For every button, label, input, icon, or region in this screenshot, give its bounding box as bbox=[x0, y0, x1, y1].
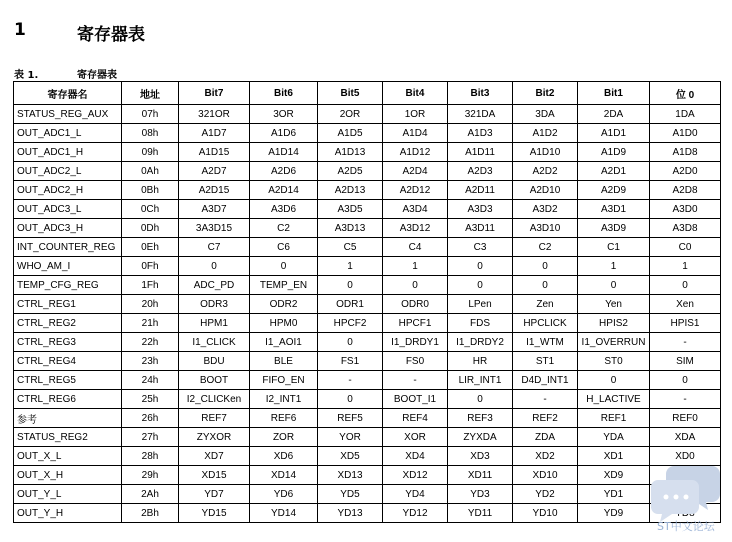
bit-cell: HPCF2 bbox=[318, 314, 383, 333]
register-address-cell: 0Eh bbox=[122, 238, 179, 257]
bit-cell: YDA bbox=[578, 428, 650, 447]
register-name-cell: OUT_Y_H bbox=[14, 504, 122, 523]
bit-cell: A3D1 bbox=[578, 200, 650, 219]
bit-cell: A1D14 bbox=[250, 143, 318, 162]
bit-cell: YD5 bbox=[318, 485, 383, 504]
bit-cell: C2 bbox=[250, 219, 318, 238]
bit-cell: 1 bbox=[578, 257, 650, 276]
bit-cell: A1D9 bbox=[578, 143, 650, 162]
table-caption bbox=[14, 66, 117, 81]
bit-cell: I2_INT1 bbox=[250, 390, 318, 409]
bit-cell: 0 bbox=[578, 276, 650, 295]
bit-cell: 0 bbox=[650, 371, 721, 390]
table-row bbox=[14, 447, 721, 466]
bit-cell: A1D5 bbox=[318, 124, 383, 143]
watermark-text: ST中文论坛 bbox=[657, 520, 715, 533]
register-address-cell: 1Fh bbox=[122, 276, 179, 295]
bit-cell: XD1 bbox=[578, 447, 650, 466]
bit-cell: A2D3 bbox=[448, 162, 513, 181]
bit-cell: A3D0 bbox=[650, 200, 721, 219]
register-name-cell: OUT_ADC1_H bbox=[14, 143, 122, 162]
register-address-cell: 22h bbox=[122, 333, 179, 352]
register-address-cell: 23h bbox=[122, 352, 179, 371]
bit-cell: TEMP_EN bbox=[250, 276, 318, 295]
bit-cell: 321OR bbox=[179, 105, 250, 124]
bit-cell: XD4 bbox=[383, 447, 448, 466]
bit-cell: FDS bbox=[448, 314, 513, 333]
table-row bbox=[14, 257, 721, 276]
bit-cell: 2OR bbox=[318, 105, 383, 124]
table-row bbox=[14, 485, 721, 504]
table-row bbox=[14, 390, 721, 409]
header-bit4: Bit4 bbox=[383, 82, 448, 105]
register-address-cell: 0Ch bbox=[122, 200, 179, 219]
bit-cell: C4 bbox=[383, 238, 448, 257]
bit-cell: - bbox=[513, 390, 578, 409]
register-address-cell: 21h bbox=[122, 314, 179, 333]
bit-cell: YD10 bbox=[513, 504, 578, 523]
bit-cell: YD12 bbox=[383, 504, 448, 523]
bit-cell: A1D3 bbox=[448, 124, 513, 143]
table-row bbox=[14, 428, 721, 447]
bit-cell: YD9 bbox=[578, 504, 650, 523]
register-address-cell: 27h bbox=[122, 428, 179, 447]
bit-cell: HPIS1 bbox=[650, 314, 721, 333]
register-name-cell: CTRL_REG5 bbox=[14, 371, 122, 390]
bit-cell: 0 bbox=[578, 371, 650, 390]
bit-cell: XD3 bbox=[448, 447, 513, 466]
bit-cell: A3D5 bbox=[318, 200, 383, 219]
bit-cell: 1 bbox=[650, 257, 721, 276]
header-address: 地址 bbox=[122, 82, 179, 105]
table-row bbox=[14, 143, 721, 162]
register-name-cell: CTRL_REG2 bbox=[14, 314, 122, 333]
bit-cell: REF1 bbox=[578, 409, 650, 428]
table-row bbox=[14, 162, 721, 181]
header-register-name: 寄存器名 bbox=[14, 82, 122, 105]
bit-cell: A2D14 bbox=[250, 181, 318, 200]
register-name-cell: CTRL_REG6 bbox=[14, 390, 122, 409]
bit-cell: I1_OVERRUN bbox=[578, 333, 650, 352]
bit-cell: A1D13 bbox=[318, 143, 383, 162]
table-row bbox=[14, 219, 721, 238]
bit-cell: YD3 bbox=[448, 485, 513, 504]
table-row bbox=[14, 371, 721, 390]
bit-cell: A2D10 bbox=[513, 181, 578, 200]
bit-cell: - bbox=[383, 371, 448, 390]
bit-cell: A2D1 bbox=[578, 162, 650, 181]
table-row bbox=[14, 238, 721, 257]
bit-cell: XD11 bbox=[448, 466, 513, 485]
bit-cell: D4D_INT1 bbox=[513, 371, 578, 390]
register-name-cell: OUT_ADC1_L bbox=[14, 124, 122, 143]
bit-cell: 3DA bbox=[513, 105, 578, 124]
register-name-cell: OUT_ADC3_H bbox=[14, 219, 122, 238]
bit-cell: BOOT bbox=[179, 371, 250, 390]
bit-cell: C7 bbox=[179, 238, 250, 257]
bit-cell: XD9 bbox=[578, 466, 650, 485]
bit-cell: 0 bbox=[179, 257, 250, 276]
bit-cell: 3OR bbox=[250, 105, 318, 124]
header-bit0: 位 0 bbox=[650, 82, 721, 105]
bit-cell: XD12 bbox=[383, 466, 448, 485]
header-bit7: Bit7 bbox=[179, 82, 250, 105]
bit-cell: 1DA bbox=[650, 105, 721, 124]
bit-cell: A1D10 bbox=[513, 143, 578, 162]
bit-cell: A1D12 bbox=[383, 143, 448, 162]
bit-cell: REF3 bbox=[448, 409, 513, 428]
bit-cell: ST0 bbox=[578, 352, 650, 371]
bit-cell: REF6 bbox=[250, 409, 318, 428]
bit-cell: A3D3 bbox=[448, 200, 513, 219]
register-name-cell: INT_COUNTER_REG bbox=[14, 238, 122, 257]
register-address-cell: 29h bbox=[122, 466, 179, 485]
bit-cell: ZYXOR bbox=[179, 428, 250, 447]
register-name-cell: CTRL_REG1 bbox=[14, 295, 122, 314]
bit-cell: FIFO_EN bbox=[250, 371, 318, 390]
register-address-cell: 24h bbox=[122, 371, 179, 390]
bit-cell: 321DA bbox=[448, 105, 513, 124]
header-bit6: Bit6 bbox=[250, 82, 318, 105]
bit-cell: HPIS2 bbox=[578, 314, 650, 333]
bit-cell: A1D8 bbox=[650, 143, 721, 162]
bit-cell: A2D12 bbox=[383, 181, 448, 200]
register-name-cell: 参考 bbox=[14, 409, 122, 428]
bit-cell: 0 bbox=[650, 276, 721, 295]
bit-cell: A2D8 bbox=[650, 181, 721, 200]
bit-cell: C1 bbox=[578, 238, 650, 257]
header-bit3: Bit3 bbox=[448, 82, 513, 105]
bit-cell: A2D13 bbox=[318, 181, 383, 200]
bit-cell: A1D4 bbox=[383, 124, 448, 143]
bit-cell: ODR2 bbox=[250, 295, 318, 314]
bit-cell: A3D9 bbox=[578, 219, 650, 238]
bit-cell: ODR1 bbox=[318, 295, 383, 314]
bit-cell: XD14 bbox=[250, 466, 318, 485]
table-header-row bbox=[14, 82, 721, 105]
bit-cell: I1_AOI1 bbox=[250, 333, 318, 352]
table-row bbox=[14, 200, 721, 219]
bit-cell: 0 bbox=[250, 257, 318, 276]
bit-cell: - bbox=[650, 390, 721, 409]
bit-cell: ODR0 bbox=[383, 295, 448, 314]
register-name-cell: OUT_Y_L bbox=[14, 485, 122, 504]
bit-cell: XD6 bbox=[250, 447, 318, 466]
bit-cell: A2D0 bbox=[650, 162, 721, 181]
bit-cell: YOR bbox=[318, 428, 383, 447]
register-address-cell: 26h bbox=[122, 409, 179, 428]
bit-cell: I1_DRDY1 bbox=[383, 333, 448, 352]
bit-cell: A3D11 bbox=[448, 219, 513, 238]
bit-cell: HPCF1 bbox=[383, 314, 448, 333]
bit-cell: A3D6 bbox=[250, 200, 318, 219]
register-address-cell: 25h bbox=[122, 390, 179, 409]
bit-cell: BLE bbox=[250, 352, 318, 371]
bit-cell: YD15 bbox=[179, 504, 250, 523]
register-name-cell: CTRL_REG3 bbox=[14, 333, 122, 352]
bit-cell: XD10 bbox=[513, 466, 578, 485]
bit-cell: ADC_PD bbox=[179, 276, 250, 295]
bit-cell: A1D1 bbox=[578, 124, 650, 143]
bit-cell: A1D0 bbox=[650, 124, 721, 143]
register-name-cell: STATUS_REG2 bbox=[14, 428, 122, 447]
bit-cell: H_LACTIVE bbox=[578, 390, 650, 409]
bit-cell: A3D2 bbox=[513, 200, 578, 219]
bit-cell: ZOR bbox=[250, 428, 318, 447]
bit-cell: Yen bbox=[578, 295, 650, 314]
bit-cell: 3A3D15 bbox=[179, 219, 250, 238]
bit-cell: A3D8 bbox=[650, 219, 721, 238]
table-caption-label: 表 1. bbox=[14, 70, 39, 81]
bit-cell: 1 bbox=[383, 257, 448, 276]
bit-cell: 1OR bbox=[383, 105, 448, 124]
bit-cell: ODR3 bbox=[179, 295, 250, 314]
bit-cell: XD15 bbox=[179, 466, 250, 485]
bit-cell: C0 bbox=[650, 238, 721, 257]
register-name-cell: WHO_AM_I bbox=[14, 257, 122, 276]
bit-cell: HPM1 bbox=[179, 314, 250, 333]
bit-cell: 1 bbox=[318, 257, 383, 276]
bit-cell: 0 bbox=[318, 390, 383, 409]
bit-cell: 2DA bbox=[578, 105, 650, 124]
bit-cell: YD2 bbox=[513, 485, 578, 504]
register-address-cell: 2Bh bbox=[122, 504, 179, 523]
bit-cell: ZDA bbox=[513, 428, 578, 447]
table-row bbox=[14, 333, 721, 352]
table-row bbox=[14, 276, 721, 295]
bit-cell: FS0 bbox=[383, 352, 448, 371]
bit-cell: 0 bbox=[513, 257, 578, 276]
table-row bbox=[14, 314, 721, 333]
bit-cell: 0 bbox=[513, 276, 578, 295]
header-bit5: Bit5 bbox=[318, 82, 383, 105]
bit-cell: XD5 bbox=[318, 447, 383, 466]
bit-cell: YD14 bbox=[250, 504, 318, 523]
bit-cell: 0 bbox=[318, 276, 383, 295]
bit-cell: REF5 bbox=[318, 409, 383, 428]
bit-cell: C3 bbox=[448, 238, 513, 257]
register-name-cell: OUT_X_L bbox=[14, 447, 122, 466]
register-address-cell: 0Bh bbox=[122, 181, 179, 200]
register-address-cell: 07h bbox=[122, 105, 179, 124]
register-name-cell: OUT_ADC3_L bbox=[14, 200, 122, 219]
bit-cell: A3D4 bbox=[383, 200, 448, 219]
section-number: 1 bbox=[14, 20, 26, 40]
bit-cell: 0 bbox=[383, 276, 448, 295]
header-bit2: Bit2 bbox=[513, 82, 578, 105]
register-name-cell: STATUS_REG_AUX bbox=[14, 105, 122, 124]
bit-cell: A2D11 bbox=[448, 181, 513, 200]
bit-cell: XD2 bbox=[513, 447, 578, 466]
bit-cell: YD7 bbox=[179, 485, 250, 504]
bit-cell: A1D15 bbox=[179, 143, 250, 162]
bit-cell: 0 bbox=[448, 257, 513, 276]
bit-cell: XDA bbox=[650, 428, 721, 447]
bit-cell: I1_CLICK bbox=[179, 333, 250, 352]
register-address-cell: 09h bbox=[122, 143, 179, 162]
bit-cell: Xen bbox=[650, 295, 721, 314]
header-bit1: Bit1 bbox=[578, 82, 650, 105]
register-address-cell: 20h bbox=[122, 295, 179, 314]
bit-cell: A3D7 bbox=[179, 200, 250, 219]
bit-cell: C5 bbox=[318, 238, 383, 257]
register-address-cell: 08h bbox=[122, 124, 179, 143]
bit-cell: XOR bbox=[383, 428, 448, 447]
register-address-cell: 2Ah bbox=[122, 485, 179, 504]
register-name-cell: OUT_X_H bbox=[14, 466, 122, 485]
bit-cell: 0 bbox=[318, 333, 383, 352]
table-row bbox=[14, 295, 721, 314]
register-name-cell: OUT_ADC2_H bbox=[14, 181, 122, 200]
bit-cell: I1_DRDY2 bbox=[448, 333, 513, 352]
bit-cell: I2_CLICKen bbox=[179, 390, 250, 409]
register-address-cell: 0Fh bbox=[122, 257, 179, 276]
bit-cell: A2D4 bbox=[383, 162, 448, 181]
bit-cell: A2D7 bbox=[179, 162, 250, 181]
table-row bbox=[14, 352, 721, 371]
bit-cell: HR bbox=[448, 352, 513, 371]
bit-cell: A1D2 bbox=[513, 124, 578, 143]
bit-cell: ST1 bbox=[513, 352, 578, 371]
bit-cell: A3D12 bbox=[383, 219, 448, 238]
bit-cell: YD6 bbox=[250, 485, 318, 504]
bit-cell: YD1 bbox=[578, 485, 650, 504]
bit-cell: REF2 bbox=[513, 409, 578, 428]
bit-cell: A2D9 bbox=[578, 181, 650, 200]
bit-cell: A2D15 bbox=[179, 181, 250, 200]
bit-cell: FS1 bbox=[318, 352, 383, 371]
table-row bbox=[14, 504, 721, 523]
bit-cell: XD0 bbox=[650, 447, 721, 466]
bit-cell: A1D6 bbox=[250, 124, 318, 143]
register-address-cell: 0Dh bbox=[122, 219, 179, 238]
table-row bbox=[14, 181, 721, 200]
table-row bbox=[14, 124, 721, 143]
table-row bbox=[14, 105, 721, 124]
bit-cell: A2D6 bbox=[250, 162, 318, 181]
bit-cell: C6 bbox=[250, 238, 318, 257]
register-address-cell: 0Ah bbox=[122, 162, 179, 181]
register-address-cell: 28h bbox=[122, 447, 179, 466]
bit-cell: Zen bbox=[513, 295, 578, 314]
table-caption-title: 寄存器表 bbox=[77, 70, 117, 81]
bit-cell: SIM bbox=[650, 352, 721, 371]
bit-cell: A1D11 bbox=[448, 143, 513, 162]
bit-cell: YD11 bbox=[448, 504, 513, 523]
bit-cell: LIR_INT1 bbox=[448, 371, 513, 390]
bit-cell: 0 bbox=[448, 390, 513, 409]
bit-cell: A3D10 bbox=[513, 219, 578, 238]
bit-cell: - bbox=[650, 333, 721, 352]
bit-cell: HPM0 bbox=[250, 314, 318, 333]
register-name-cell: CTRL_REG4 bbox=[14, 352, 122, 371]
bit-cell: BOOT_I1 bbox=[383, 390, 448, 409]
bit-cell: A2D5 bbox=[318, 162, 383, 181]
bit-cell: - bbox=[318, 371, 383, 390]
bit-cell: XD13 bbox=[318, 466, 383, 485]
section-title: 寄存器表 bbox=[77, 25, 145, 45]
bit-cell: LPen bbox=[448, 295, 513, 314]
bit-cell: XD7 bbox=[179, 447, 250, 466]
table-row bbox=[14, 466, 721, 485]
bit-cell: REF0 bbox=[650, 409, 721, 428]
register-name-cell: TEMP_CFG_REG bbox=[14, 276, 122, 295]
bit-cell: REF7 bbox=[179, 409, 250, 428]
bit-cell: ZYXDA bbox=[448, 428, 513, 447]
register-name-cell: OUT_ADC2_L bbox=[14, 162, 122, 181]
bit-cell: HPCLICK bbox=[513, 314, 578, 333]
bit-cell: A1D7 bbox=[179, 124, 250, 143]
bit-cell: YD13 bbox=[318, 504, 383, 523]
bit-cell: BDU bbox=[179, 352, 250, 371]
bit-cell: I1_WTM bbox=[513, 333, 578, 352]
bit-cell: YD4 bbox=[383, 485, 448, 504]
bit-cell: A2D2 bbox=[513, 162, 578, 181]
bit-cell: C2 bbox=[513, 238, 578, 257]
bit-cell: REF4 bbox=[383, 409, 448, 428]
table-row bbox=[14, 409, 721, 428]
register-table bbox=[13, 81, 721, 523]
bit-cell: A3D13 bbox=[318, 219, 383, 238]
bit-cell: 0 bbox=[448, 276, 513, 295]
